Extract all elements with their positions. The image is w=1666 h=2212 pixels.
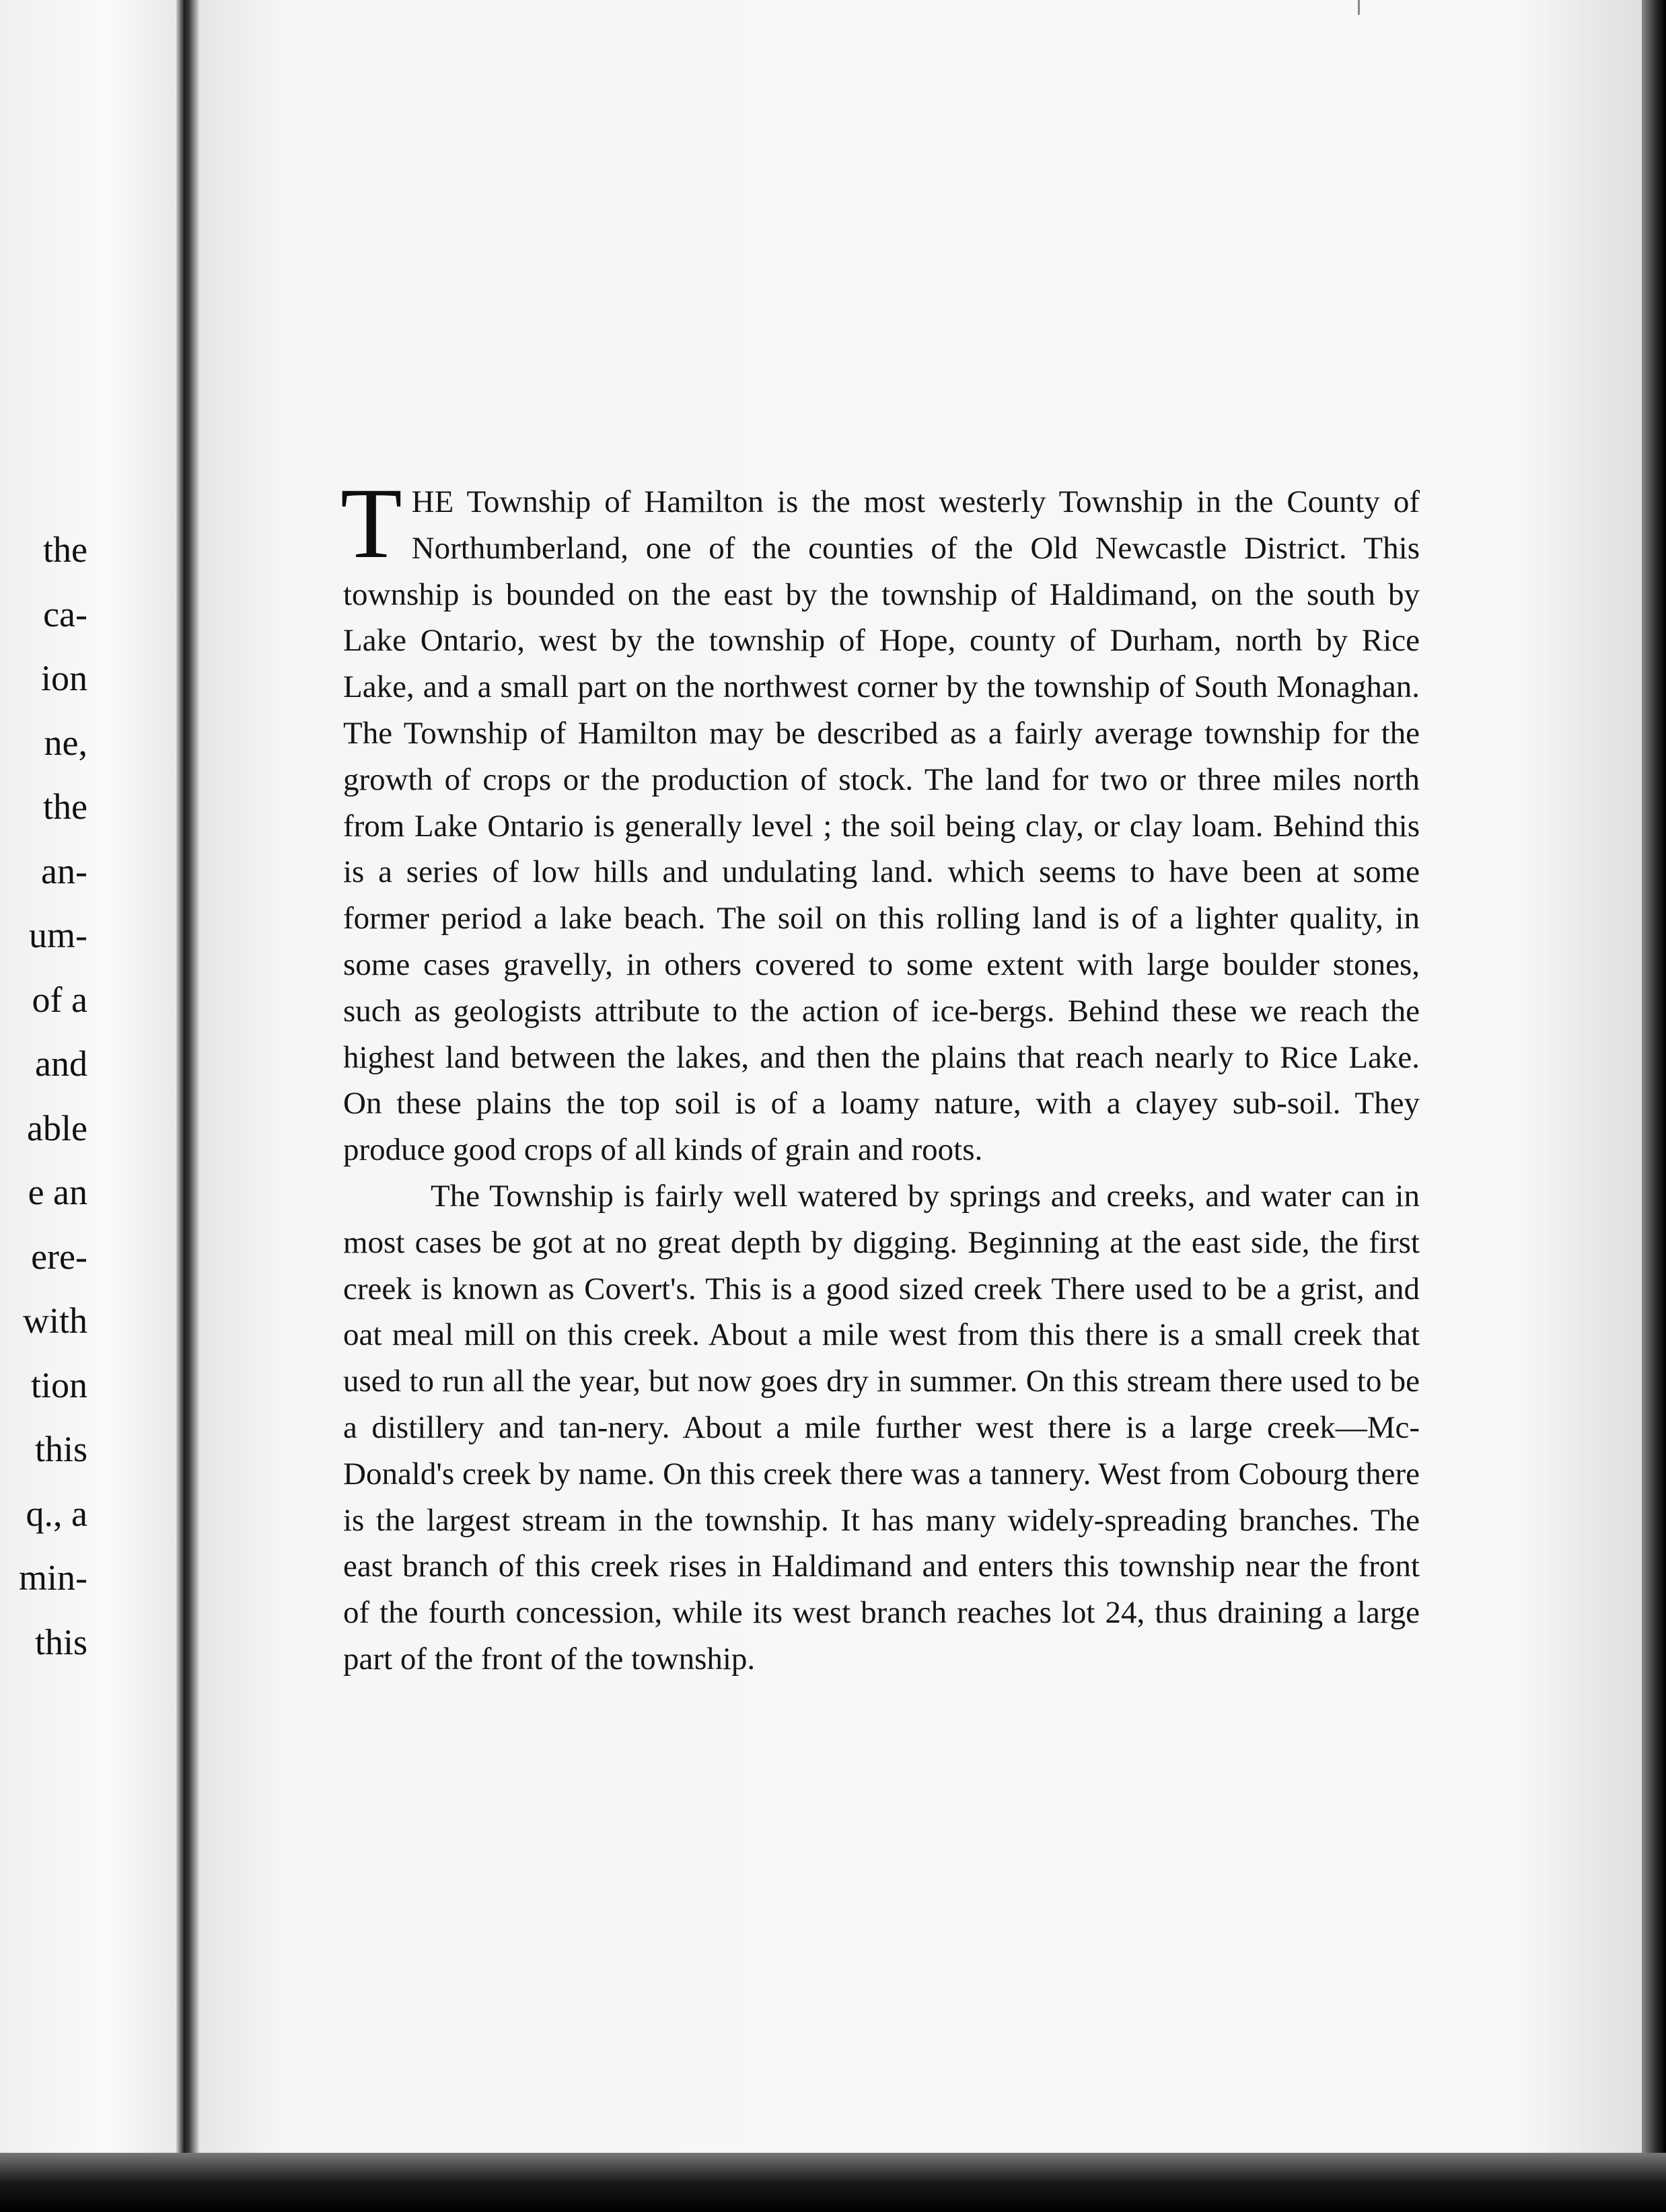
left-page-line-fragment: and xyxy=(35,1043,87,1084)
left-page-text-column xyxy=(0,518,176,1674)
left-page-line-fragment: ion xyxy=(40,658,87,698)
left-page-line-fragment: an- xyxy=(41,850,87,891)
left-page-line-fragment: this xyxy=(34,1621,87,1662)
bottom-edge-shadow xyxy=(0,2153,1666,2212)
paragraph-1-text: HE Township of Hamilton is the most westerly Township in the County of Northumberland, one of the counties of the Old Newcastle District. This township is bounded on the east by the township of Haldimand, on the south by Lake Ontario, west by the township of Hope, county of Durham, north by Rice Lake, and a small part on the northwest corner by the township of South Monaghan. The Township of Hamilton may be described as a fairly average township for the growth of crops or the production of stock. The land for two or three miles north from Lake Ontario is generally level ; the soil being clay, or clay loam. Behind this is a series of low hills and undulating land. which seems to have been at some former period a lake beach. The soil on this rolling land is of a lighter quality, in some cases gravelly, in others covered to some extent with large boulder stones, such as geologists attribute to the action of ice-bergs. Behind these we reach the highest land between the lakes, and then the plains that reach nearly to Rice Lake. On these plains the top soil is of a loamy nature, with a clayey sub-soil. They produce good crops of all kinds of grain and roots. xyxy=(343,484,1420,1168)
left-page-line-fragment: able xyxy=(27,1107,87,1148)
left-page-line-fragment: the xyxy=(43,786,87,827)
left-page-line-fragment: this xyxy=(34,1429,87,1469)
page-mark xyxy=(1358,0,1360,15)
book-gutter xyxy=(176,0,199,2166)
paragraph-1 xyxy=(340,468,1420,1173)
left-page-line-fragment: ere- xyxy=(31,1236,87,1277)
left-page-line-fragment: q., a xyxy=(26,1493,87,1534)
left-page xyxy=(0,0,182,2153)
left-page-line-fragment: of a xyxy=(32,979,87,1020)
left-page-line-fragment: um- xyxy=(29,915,87,955)
page-edge-shadow xyxy=(1642,0,1666,2212)
drop-cap: T xyxy=(340,468,402,579)
paragraph-2: The Township is fairly well watered by springs and creeks, and water can in most cases be got at no great depth by digging. Beginning at the east side, the first creek is known as Covert's. This is a good sized creek There used to be a grist, and oat meal mill on this creek. About a mile west from this there is a small creek that used to run all the year, but now goes dry in summer. On this stream there used to be a distillery and tan-nery. About a mile further west there is a large creek—Mc-Donald's creek by name. On this creek there was a tannery. West from Cobourg there is the largest stream in the township. It has many widely-spreading branches. The east branch of this creek rises in Haldimand and enters this township near the front of the fourth concession, while its west branch reaches lot 24, thus draining a large part of the front of the township. xyxy=(343,1178,1420,1676)
left-page-line-fragment: tion xyxy=(30,1364,87,1405)
left-page-line-fragment: ca- xyxy=(43,593,87,634)
left-page-line-fragment: e an xyxy=(28,1172,87,1212)
left-page-line-fragment: with xyxy=(22,1300,87,1341)
body-text xyxy=(340,468,1420,1683)
left-page-line-fragment: the xyxy=(43,529,87,570)
left-page-line-fragment: min- xyxy=(19,1557,87,1598)
left-page-line-fragment: ne, xyxy=(44,722,87,763)
